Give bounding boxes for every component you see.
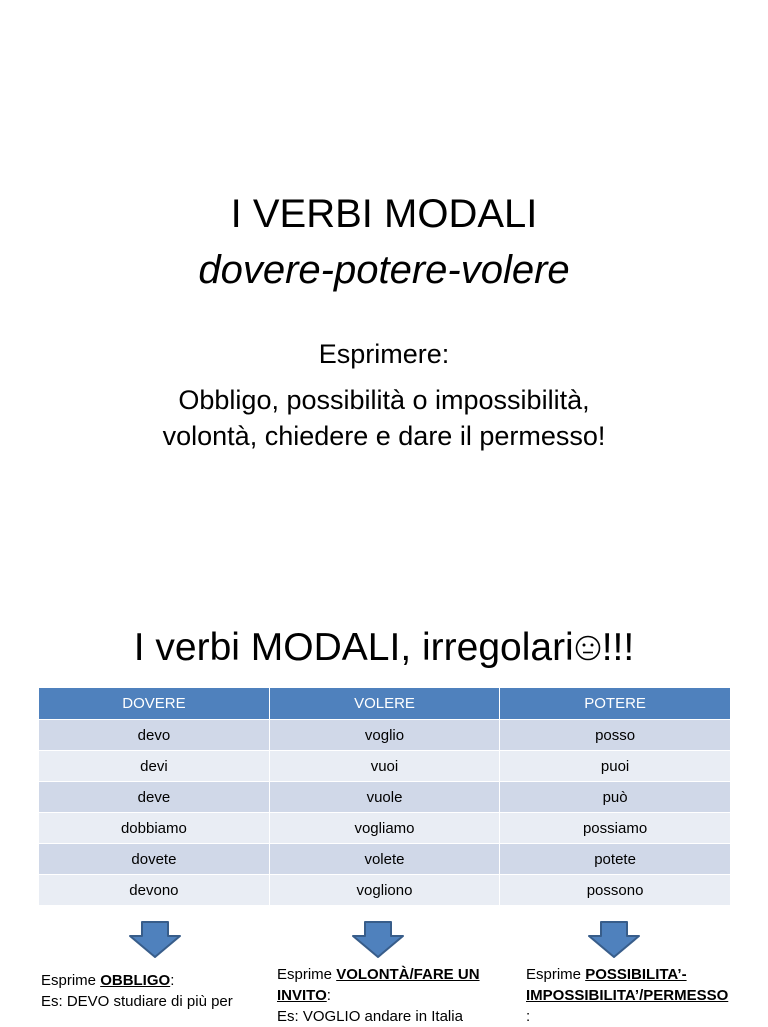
table-row: [39, 751, 730, 782]
table-slide-title-text: I verbi MODALI, irregolari: [133, 626, 574, 669]
note-prefix: Esprime: [277, 966, 337, 983]
column-header-potere: POTERE: [500, 688, 730, 720]
table-cell: dobbiamo: [39, 813, 269, 844]
table-cell: vogliamo: [269, 813, 499, 844]
description: [0, 382, 768, 454]
table-cell: voglio: [269, 720, 499, 751]
table-cell: devono: [39, 875, 269, 906]
table-cell: posso: [500, 720, 730, 751]
table-cell: volete: [269, 844, 499, 875]
note-suffix: :: [170, 972, 175, 989]
table-row: [39, 875, 730, 906]
table-cell: possono: [500, 875, 730, 906]
slide-title: I VERBI MODALI: [230, 192, 538, 236]
table-cell: vogliono: [269, 875, 499, 906]
description-line-1: Obbligo, possibilità o impossibilità,: [178, 385, 590, 415]
table-row: [39, 782, 730, 813]
description-line-2: volontà, chiedere e dare il permesso!: [162, 421, 606, 451]
down-arrow-icon: [350, 920, 406, 960]
table-slide-title: [0, 622, 768, 674]
verb-conjugation-table: [39, 688, 730, 905]
table-row: [39, 813, 730, 844]
note-keyword: POSSIBILITA’-IMPOSSIBILITA’/PERMESSO: [526, 966, 729, 1004]
table-row: [39, 844, 730, 875]
note-prefix: Esprime: [526, 966, 586, 983]
table-cell: può: [500, 782, 730, 813]
table-slide-title-exclaim: !!!: [601, 626, 635, 669]
note-example: :: [526, 1008, 531, 1025]
down-arrow-icon: [127, 920, 183, 960]
note-possibilita: [526, 964, 756, 1027]
table-cell: vuoi: [269, 751, 499, 782]
note-keyword: OBBLIGO: [100, 972, 171, 989]
column-header-dovere: DOVERE: [39, 688, 269, 720]
table-cell: puoi: [500, 751, 730, 782]
note-suffix: :: [326, 987, 331, 1004]
table-cell: devo: [39, 720, 269, 751]
table-cell: potete: [500, 844, 730, 875]
table-cell: possiamo: [500, 813, 730, 844]
note-keyword: VOLONTÀ/FARE UN INVITO: [277, 966, 480, 1004]
table-row: [39, 720, 730, 751]
table-cell: devi: [39, 751, 269, 782]
lead-text: Esprimere:: [318, 339, 450, 369]
table-cell: vuole: [269, 782, 499, 813]
confused-face-icon: [575, 623, 601, 649]
note-example: Es: DEVO studiare di più per: [41, 993, 233, 1010]
table-cell: dovete: [39, 844, 269, 875]
table-cell: deve: [39, 782, 269, 813]
column-header-volere: VOLERE: [269, 688, 499, 720]
note-example: Es: VOGLIO andare in Italia: [277, 1008, 463, 1025]
note-volonta: [277, 964, 507, 1027]
note-prefix: Esprime: [41, 972, 101, 989]
note-obbligo: [41, 970, 271, 1012]
down-arrow-icon: [586, 920, 642, 960]
slide-subtitle: dovere-potere-volere: [198, 248, 570, 292]
